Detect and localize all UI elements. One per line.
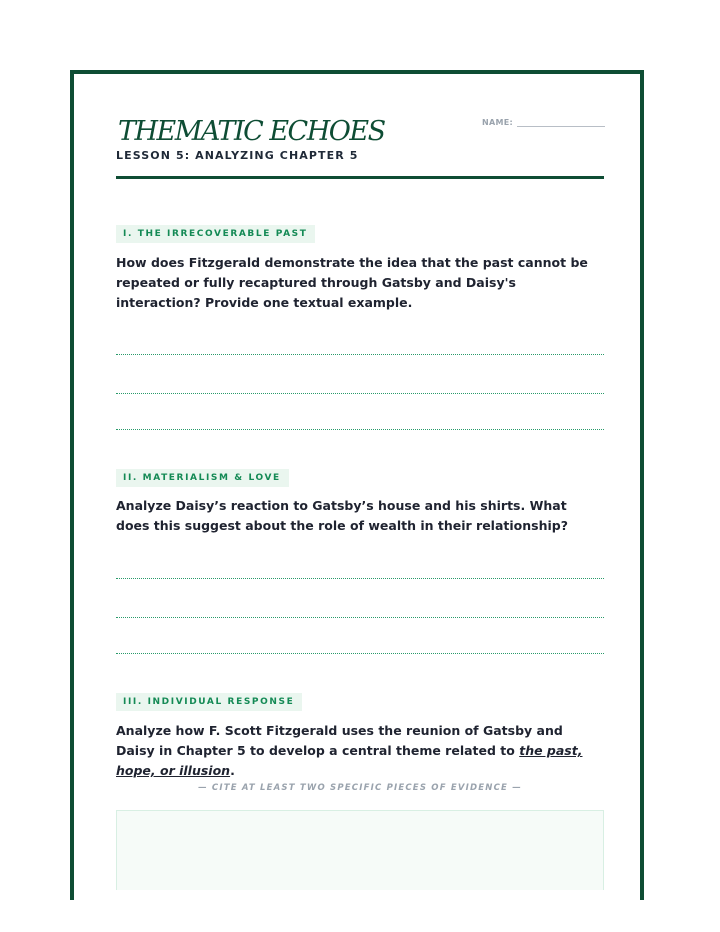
lesson-subtitle: LESSON 5: ANALYZING CHAPTER 5 <box>116 149 359 162</box>
section-2-question: Analyze Daisy’s reaction to Gatsby’s house and his shirts. What does this suggest about the role of wealth in their relationship? <box>116 498 568 533</box>
section-3-badge: III. INDIVIDUAL RESPONSE <box>116 693 302 711</box>
section-3-question <box>116 721 604 781</box>
page-title: THEMATIC ECHOES <box>118 116 385 147</box>
name-field[interactable] <box>482 118 605 127</box>
section-2-badge: II. MATERIALISM & LOVE <box>116 469 289 487</box>
question-text: Analyze how F. Scott Fitzgerald uses the reunion of Gatsby and Daisy in Chapter 5 to develop a central theme related to <box>116 723 563 758</box>
question-end: . <box>230 763 235 778</box>
name-input-line[interactable] <box>517 119 605 127</box>
answer-line[interactable] <box>116 617 604 618</box>
question-emphasis: the past, hope, or illusion <box>116 743 583 778</box>
answer-line[interactable] <box>116 653 604 654</box>
answer-line[interactable] <box>116 354 604 355</box>
answer-line[interactable] <box>116 429 604 430</box>
header-divider <box>116 176 604 179</box>
cite-instruction: — CITE AT LEAST TWO SPECIFIC PIECES OF EVIDENCE — <box>198 783 522 793</box>
answer-line[interactable] <box>116 578 604 579</box>
section-1-badge: I. THE IRRECOVERABLE PAST <box>116 225 315 243</box>
name-label: NAME: <box>482 118 514 127</box>
essay-answer-box[interactable] <box>116 810 604 890</box>
answer-line[interactable] <box>116 393 604 394</box>
section-1-question: How does Fitzgerald demonstrate the idea that the past cannot be repeated or fully recaptured through Gatsby and Daisy's interaction? Provide one textual example. <box>116 255 588 310</box>
